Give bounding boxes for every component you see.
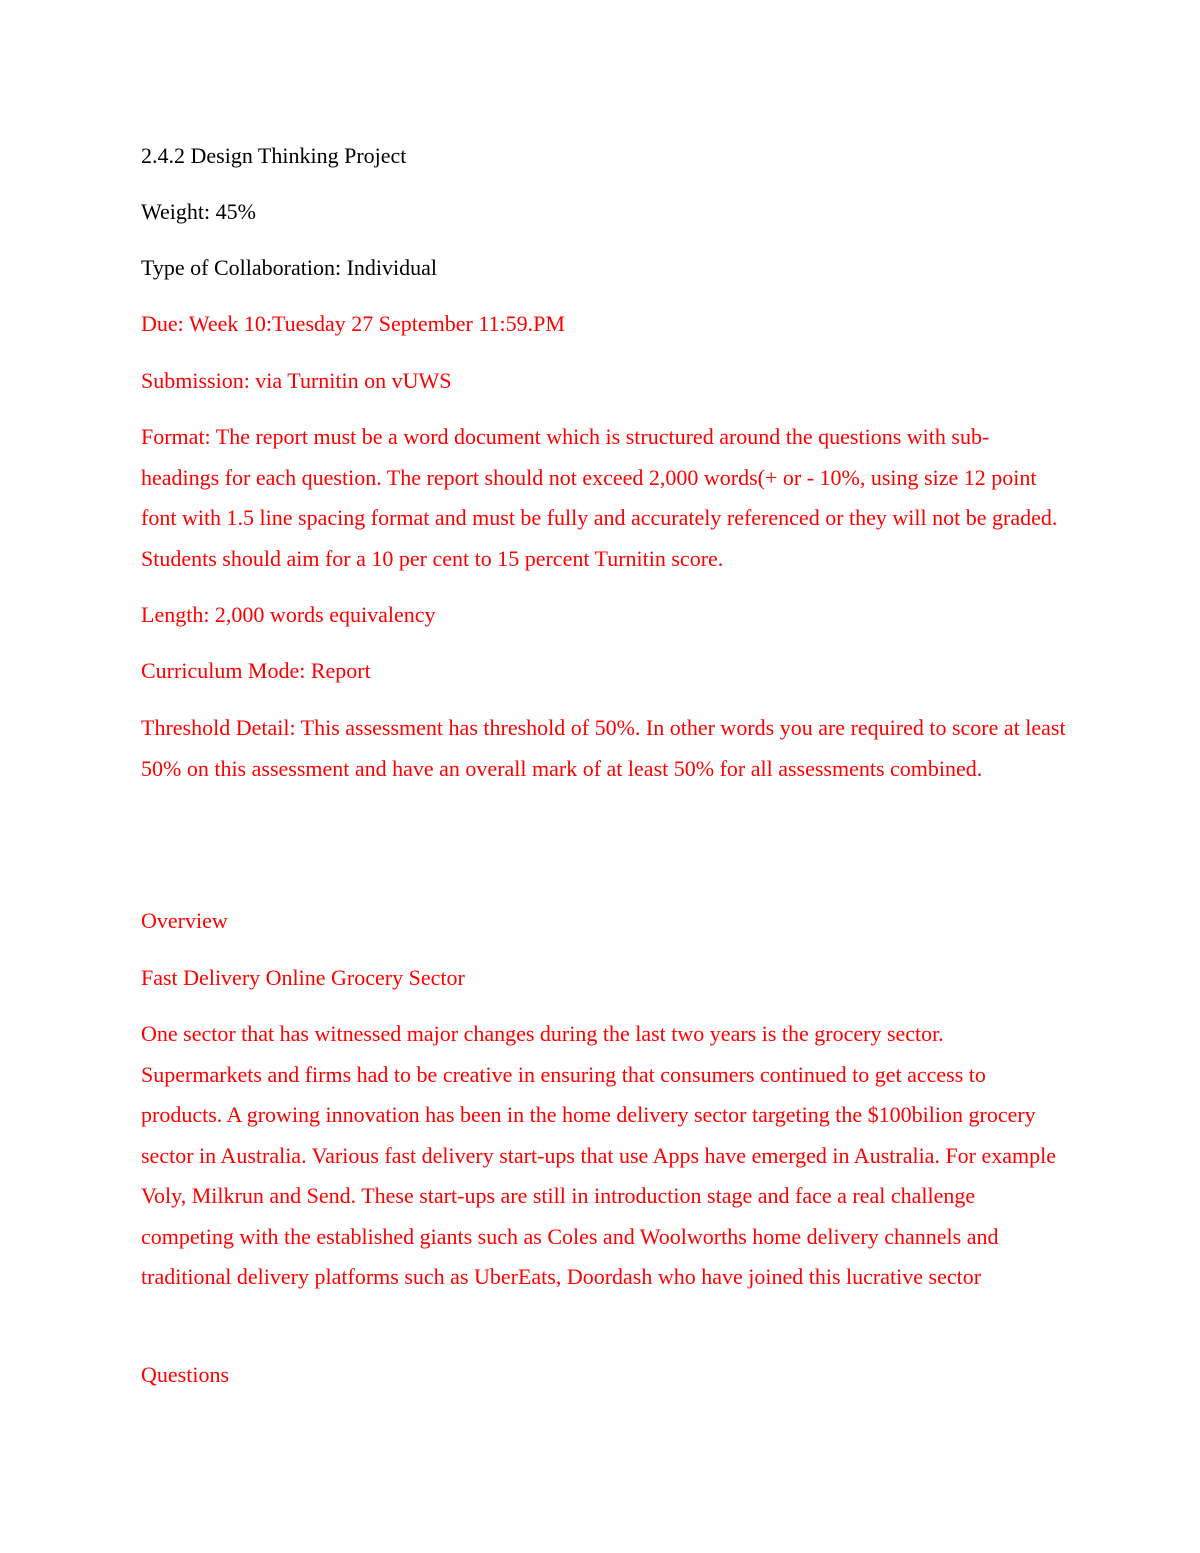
threshold-paragraph: Threshold Detail: This assessment has threshold of 50%. In other words you are required to score at least 50% on this assessment and have an overall mark of at least 50% for all assessments combined.: [141, 715, 1066, 781]
length-line: Length: 2,000 words equivalency: [141, 602, 436, 627]
overview-subheading: Fast Delivery Online Grocery Sector: [141, 965, 465, 990]
weight-line: Weight: 45%: [141, 199, 256, 224]
due-line: Due: Week 10:Tuesday 27 September 11:59.PM: [141, 311, 565, 336]
overview-body-paragraph: One sector that has witnessed major changes during the last two years is the grocery sector. Supermarkets and firms had to be creative in ensuring that consumers continued to get access to products. A growing innovation has been in the home delivery sector targeting the $100bilion grocery sector in Australia. Various fast delivery start-ups that use Apps have emerged in Australia. For example Voly, Milkrun and Send. These start-ups are still in introduction stage and face a real challenge competing with the established giants such as Coles and Woolworths home delivery channels and traditional delivery platforms such as UberEats, Doordash who have joined this lucrative sector: [141, 1021, 1057, 1289]
document-title: 2.4.2 Design Thinking Project: [141, 143, 407, 168]
submission-line: Submission: via Turnitin on vUWS: [141, 368, 452, 393]
format-paragraph: Format: The report must be a word document which is structured around the questions with sub-headings for each question. The report should not exceed 2,000 words(+ or - 10%, using size 12 point font with 1.5 line spacing format and must be fully and accurately referenced or they will not be graded. Students should aim for a 10 per cent to 15 percent Turnitin score.: [141, 424, 1058, 571]
overview-heading: Overview: [141, 908, 228, 933]
collaboration-line: Type of Collaboration: Individual: [141, 255, 438, 280]
curriculum-mode-line: Curriculum Mode: Report: [141, 658, 371, 683]
questions-heading: Questions: [141, 1362, 229, 1387]
